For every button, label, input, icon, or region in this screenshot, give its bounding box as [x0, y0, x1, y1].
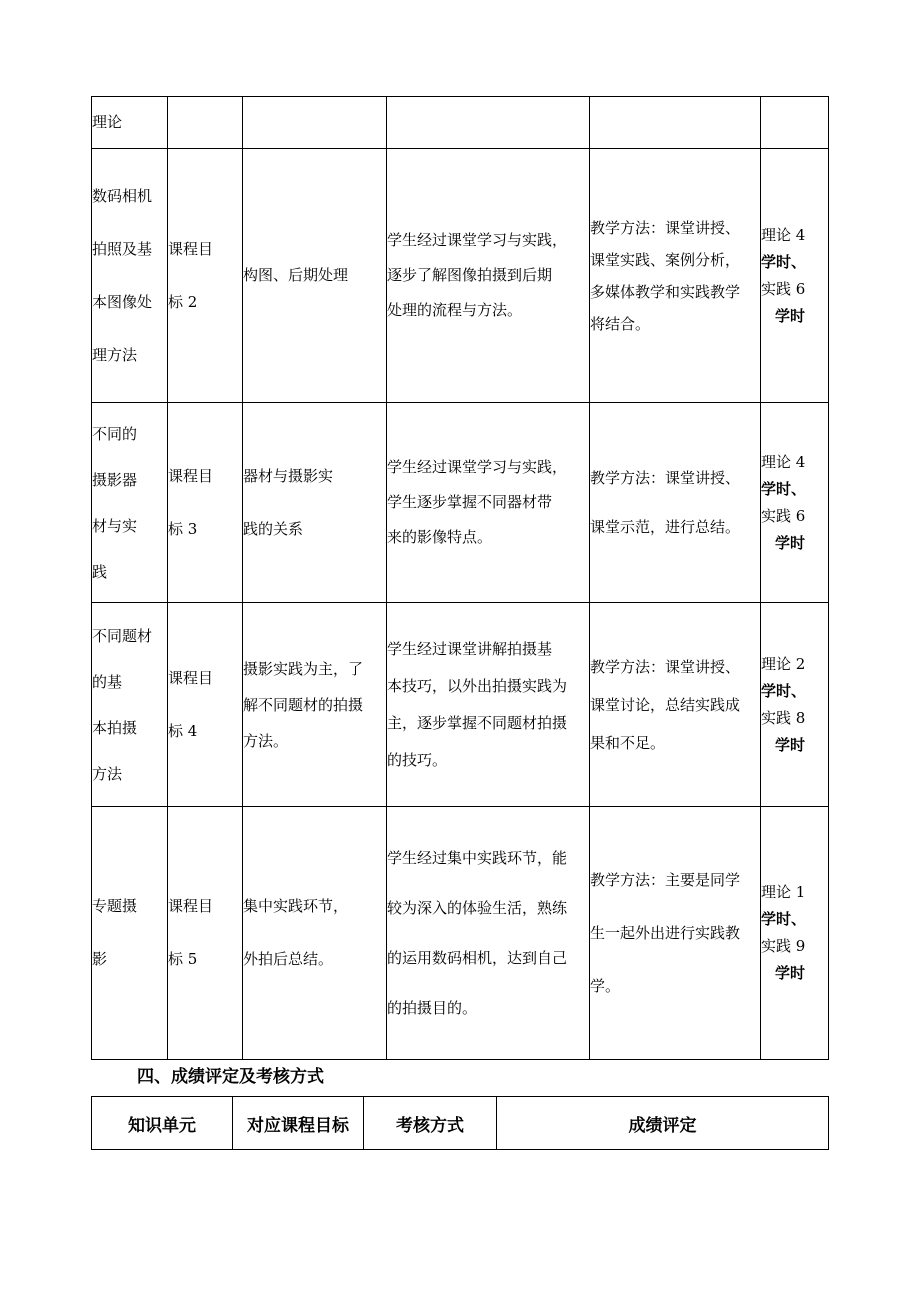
content-cell: 集中实践环节， 外拍后总结。 — [243, 807, 387, 1060]
method-cell: 教学方法：主要是同学 生一起外出进行实践教 学。 — [590, 807, 761, 1060]
method-cell — [590, 97, 761, 149]
content-cell — [243, 97, 387, 149]
goal-cell: 课程目 标 5 — [168, 807, 243, 1060]
goal-cell — [168, 97, 243, 149]
hours-cell: 理论 1 学时、 实践 9 学时 — [761, 807, 829, 1060]
hours-cell: 理论 4 学时、 实践 6 学时 — [761, 403, 829, 603]
course-content-table — [91, 96, 829, 1060]
unit-cell: 专题摄 影 — [92, 807, 168, 1060]
goal-cell: 课程目 标 4 — [168, 603, 243, 807]
table-row — [92, 149, 829, 403]
goal-cell: 课程目 标 2 — [168, 149, 243, 403]
header-assessment-method: 考核方式 — [364, 1097, 497, 1150]
content-cell: 摄影实践为主，了 解不同题材的拍摄 方法。 — [243, 603, 387, 807]
goal-cell: 课程目 标 3 — [168, 403, 243, 603]
method-cell: 教学方法：课堂讲授、 课堂实践、案例分析， 多媒体教学和实践教学 将结合。 — [590, 149, 761, 403]
table-row — [92, 807, 829, 1060]
hours-cell: 理论 2 学时、 实践 8 学时 — [761, 603, 829, 807]
outcome-cell: 学生经过课堂讲解拍摄基 本技巧，以外出拍摄实践为 主，逐步掌握不同题材拍摄 的技巧。 — [387, 603, 590, 807]
content-cell: 器材与摄影实 践的关系 — [243, 403, 387, 603]
assessment-table — [91, 1096, 829, 1150]
method-cell: 教学方法：课堂讲授、 课堂示范，进行总结。 — [590, 403, 761, 603]
table-row — [92, 603, 829, 807]
section-heading: 四、成绩评定及考核方式 — [137, 1067, 324, 1087]
outcome-cell: 学生经过集中实践环节，能 较为深入的体验生活，熟练 的运用数码相机，达到自己 的拍摄目的。 — [387, 807, 590, 1060]
table-row — [92, 403, 829, 603]
table-row — [92, 97, 829, 149]
method-cell: 教学方法：课堂讲授、 课堂讨论，总结实践成 果和不足。 — [590, 603, 761, 807]
outcome-cell: 学生经过课堂学习与实践， 学生逐步掌握不同器材带 来的影像特点。 — [387, 403, 590, 603]
unit-cell: 不同题材 的基 本拍摄 方法 — [92, 603, 168, 807]
hours-cell: 理论 4 学时、 实践 6 学时 — [761, 149, 829, 403]
unit-cell: 不同的 摄影器 材与实 践 — [92, 403, 168, 603]
header-course-goal: 对应课程目标 — [233, 1097, 364, 1150]
unit-cell: 数码相机 拍照及基 本图像处 理方法 — [92, 149, 168, 403]
table-header-row — [92, 1097, 829, 1150]
unit-cell: 理论 — [92, 97, 168, 149]
outcome-cell — [387, 97, 590, 149]
header-knowledge-unit: 知识单元 — [92, 1097, 233, 1150]
outcome-cell: 学生经过课堂学习与实践， 逐步了解图像拍摄到后期 处理的流程与方法。 — [387, 149, 590, 403]
content-cell: 构图、后期处理 — [243, 149, 387, 403]
header-grade-evaluation: 成绩评定 — [497, 1097, 829, 1150]
hours-cell — [761, 97, 829, 149]
